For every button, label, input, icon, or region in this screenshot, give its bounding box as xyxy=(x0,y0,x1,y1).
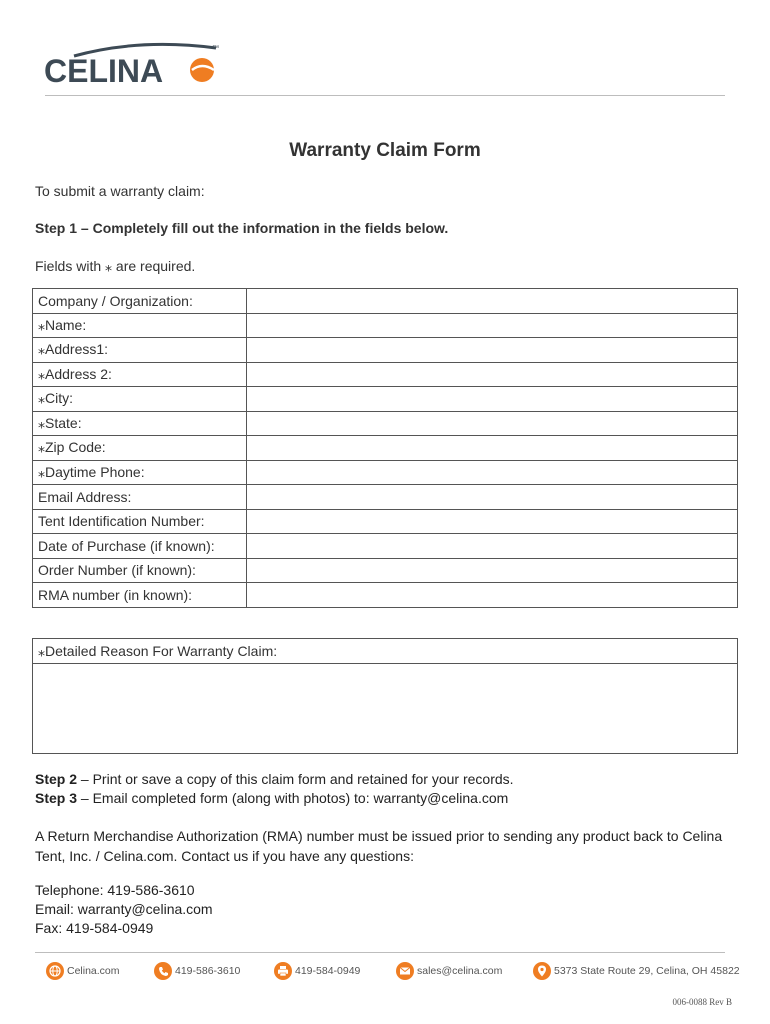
footer-email[interactable] xyxy=(396,962,502,980)
step2-text: – Print or save a copy of this claim form and retained for your records. xyxy=(77,771,514,787)
city-input[interactable] xyxy=(247,387,738,412)
svg-text:™: ™ xyxy=(212,45,219,52)
header-divider xyxy=(45,95,725,96)
intro-text: To submit a warranty claim: xyxy=(35,183,205,199)
address2-input[interactable] xyxy=(247,362,738,387)
field-label: ⁎Daytime Phone: xyxy=(33,460,247,485)
name-input[interactable] xyxy=(247,313,738,338)
field-row xyxy=(33,534,738,559)
state-input[interactable] xyxy=(247,411,738,436)
field-label: RMA number (in known): xyxy=(33,583,247,608)
zip-input[interactable] xyxy=(247,436,738,461)
purchase-date-input[interactable] xyxy=(247,534,738,559)
field-row xyxy=(33,362,738,387)
field-label: Company / Organization: xyxy=(33,289,247,314)
order-number-input[interactable] xyxy=(247,558,738,583)
footer-address-text: 5373 State Route 29, Celina, OH 45822 xyxy=(554,965,740,977)
field-row xyxy=(33,289,738,314)
tent-id-input[interactable] xyxy=(247,509,738,534)
field-row xyxy=(33,338,738,363)
step1-text: Step 1 – Completely fill out the information in the fields below. xyxy=(35,220,449,236)
step3-text: – Email completed form (along with photos) to: warranty@celina.com xyxy=(77,790,509,806)
celina-logo xyxy=(44,40,224,88)
email-input[interactable] xyxy=(247,485,738,510)
step3-label: Step 3 xyxy=(35,790,78,806)
footer-phone[interactable] xyxy=(154,962,240,980)
steps-block xyxy=(35,770,514,808)
step2-label: Step 2 xyxy=(35,771,78,787)
field-label: ⁎Address 2: xyxy=(33,362,247,387)
reason-label: ⁎Detailed Reason For Warranty Claim: xyxy=(33,639,737,664)
field-row xyxy=(33,558,738,583)
phone-icon xyxy=(154,962,172,980)
footer-phone-text: 419-586-3610 xyxy=(175,965,241,977)
footer-email-text: sales@celina.com xyxy=(417,965,503,977)
footer-website[interactable] xyxy=(46,962,120,980)
phone-input[interactable] xyxy=(247,460,738,485)
location-icon xyxy=(533,962,551,980)
field-label: Order Number (if known): xyxy=(33,558,247,583)
svg-text:CELINA: CELINA xyxy=(44,53,164,88)
company-input[interactable] xyxy=(247,289,738,314)
field-label: ⁎Address1: xyxy=(33,338,247,363)
footer-fax-text: 419-584-0949 xyxy=(295,965,361,977)
globe-icon xyxy=(46,962,64,980)
footer-fax xyxy=(274,962,360,980)
fax-icon xyxy=(274,962,292,980)
field-row xyxy=(33,436,738,461)
contact-block xyxy=(35,881,213,938)
step2-line xyxy=(35,770,514,789)
footer-address xyxy=(533,962,740,980)
field-row xyxy=(33,583,738,608)
field-label: ⁎State: xyxy=(33,411,247,436)
field-row xyxy=(33,411,738,436)
contact-telephone: Telephone: 419-586-3610 xyxy=(35,882,195,898)
page-title: Warranty Claim Form xyxy=(289,140,481,161)
reason-box xyxy=(32,638,738,754)
field-row xyxy=(33,313,738,338)
field-label: ⁎City: xyxy=(33,387,247,412)
footer-website-text: Celina.com xyxy=(67,965,120,977)
field-label: ⁎Zip Code: xyxy=(33,436,247,461)
field-label: Date of Purchase (if known): xyxy=(33,534,247,559)
required-note: Fields with ⁎ are required. xyxy=(35,258,196,274)
field-label: Tent Identification Number: xyxy=(33,509,247,534)
field-label: ⁎Name: xyxy=(33,313,247,338)
rma-number-input[interactable] xyxy=(247,583,738,608)
contact-email: Email: warranty@celina.com xyxy=(35,901,213,917)
field-row xyxy=(33,509,738,534)
field-label: Email Address: xyxy=(33,485,247,510)
footer-divider xyxy=(35,952,725,953)
field-row xyxy=(33,460,738,485)
field-row xyxy=(33,485,738,510)
footer xyxy=(0,962,770,984)
mail-icon xyxy=(396,962,414,980)
field-row xyxy=(33,387,738,412)
claim-fields-table xyxy=(32,288,738,608)
address1-input[interactable] xyxy=(247,338,738,363)
reason-textarea[interactable] xyxy=(33,664,737,752)
contact-fax: Fax: 419-584-0949 xyxy=(35,920,154,936)
revision-label: 006-0088 Rev B xyxy=(672,997,732,1007)
step3-line xyxy=(35,789,514,808)
rma-note: A Return Merchandise Authorization (RMA) number must be issued prior to sending any product back to Celina Tent, Inc. / Celina.com. Contact us if you have any questions: xyxy=(35,828,723,864)
